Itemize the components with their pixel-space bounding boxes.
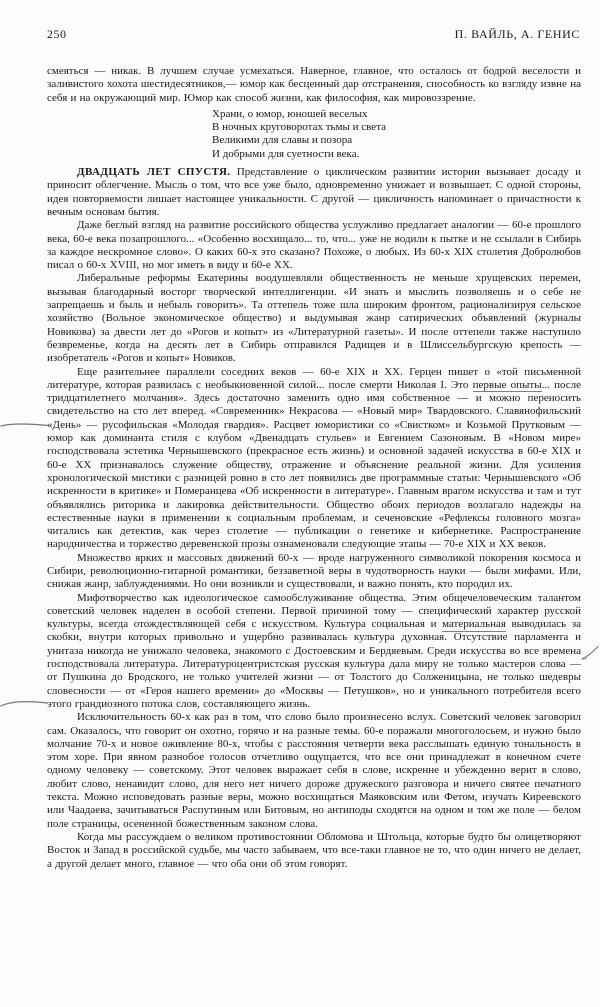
pencil-mark-left-margin-dash <box>0 697 48 710</box>
paragraph: Множество ярких и массовых движений 60-х — вроде нагруженного символикой покорения космоса и Сибири, революционно-гитарной романтики, беззаветной веры в чудотворность науки — были мифами. Или, снижая жанр, заблуждениями. Но они возникли и существовали, и важно понять, кто породил их. <box>47 551 581 591</box>
paragraph: Мифотворчество как идеологическое самообслуживание общества. Этим общечеловеческим талантом советский человек наделен в особой степени. Первой причиной тому — специфический характер русской культуры, всегда отождествляющей себя с искусством. Культура социальная и материальная выводилась за скобки, внутри которых привольно и ущербно развивалась культура духовная. Отсутствие парламента и унитаза никогда не унижало человека, знакомого с Достоевским и Бердяевым. Среди искусства во все времена господствовала литература. Литературоцентристская русская культура дала миру не только мастеров слова — от Пушкина до Бродского, не только учителей жизни — от Толстого до Солженицына, не только шедевры словесности — от «Героя нашего времени» до «Москвы — Петушков», но и уникального потребителя всего этого грандиозного потока слов, составляющего жизнь. <box>47 591 582 710</box>
paragraph: Либеральные реформы Екатерины воодушевляли общественность не меньше хрущевских перемен, вызывая благодарный восторг творческой интеллигенции. «И знать и мыслить позволяешь и о себе не запрещаешь и быль и небыль говорить». Та оттепель тоже шла широким фронтом, рационализируя сельское хозяйство (Вольное экономическое общество) и выдумывая жанр сатирических объявлений (журналы Новикова) за двести лет до «Рогов и копыт» из «Литературной газеты». И после оттепели также наступило безвременье, когда на десять лет в Сибирь отправился Радищев и в Шлиссельбургскую крепость — изобретатель «Рогов и копыт» Новиков. <box>47 272 581 365</box>
pencil-mark-right-margin-tick <box>580 644 600 662</box>
running-header <box>0 0 600 41</box>
paragraph: смеяться — никак. В лучшем случае усмехаться. Наверное, главное, что осталось от бодрой веселости и заливистого хохота шестидесятников,— юмор как бесценный дар отстранения, способность ко взгляду извне на себя и на окружающий мир. Юмор как способ жизни, как философия, как мировоззрение. <box>47 65 581 104</box>
pencil-underlined-phrase: первые опыты <box>472 378 542 391</box>
running-head-authors: П. ВАЙЛЬ, А. ГЕНИС <box>454 27 580 41</box>
verse-block <box>212 108 581 161</box>
verse-line: Великими для славы и позора <box>212 134 353 147</box>
verse-line: В ночных круговоротах тьмы и света <box>212 121 387 134</box>
paragraph: Исключительность 60-х как раз в том, что слово было произнесено вслух. Советский человек заговорил сам. Оказалось, что говорит он охотно, горячо и на разные темы. 60-е поражали многоголосьем, и нужно было молчание 70-х и новое оживление 80-х, чтобы с расстояния четверти века расслышать единую тональность в этом хоре. При явном разнобое голосов отчетливо ощущается, что все они принадлежат в конечном счете одному человеку — советскому. Этот человек выражает себя в слове, искренне и убежденно верит в слово, любит слово, ненавидит слово, для него нет ничего дороже дружеского разговора и ничего святее печатного текста. Можно исповедовать разные веры, можно восхищаться Маяковским или Фетом, изучать Киреевского или Чаадаева, зачитываться Распутиным или Битовым, но антиподы сходятся на одном и том же поле — белом поле страницы, осененной божественным законом слова. <box>47 711 581 830</box>
paragraph: Еще разительнее параллели соседних веков — 60-е XIX и XX. Герцен пишет о «той письменной литературе, которая развилась с необыкновенной силой... после смерти Николая I. Это первые опыты... после тридцатилетнего молчания». Здесь достаточно заменить одно имя собственное — и можно переносить свидетельство на сто лет вперед. «Современник» Некрасова — «Новый мир» Твардовского. Славянофильский «День» — русофильская «Молодая гвардия». Расцвет юмористики со «Свистком» и Козьмой Прутковым — юмор как доминанта стиля с клубом «Двенадцать стульев» и Евгением Сазоновым. В «Новом мире» господствовала эстетика Чернышевского (прекрасное есть жизнь) и основной задачей искусства в 60-е XIX и 60-е XX признавалось служение обществу, отражение и объяснение реальной жизни. Для усиления хронологической мистики с разницей ровно в сто лет появились две программные статьи: Чернышевского «Об искренности в критике» и Померанцева «Об искренности в литературе». Главным врагом искусства и там и тут объявлялись риторика и лакировка действительности. Общество обоих периодов возлагало надежды на естественные науки в применении к социальным проблемам, и сеченовские «Рефлексы головного мозга» читались как детектив, как через столетие — публикации о генетике и кибернетике. Распространение народничества и торжество деревенской прозы ознаменовали следующие этапы — 70-е XIX и XX веков. <box>47 365 582 551</box>
text-block <box>47 65 581 871</box>
verse-line: И добрыми для суетности века. <box>212 147 360 160</box>
paragraph-lead: ДВАДЦАТЬ ЛЕТ СПУСТЯ. <box>77 166 231 179</box>
paragraph: ДВАДЦАТЬ ЛЕТ СПУСТЯ. Представление о циклическом развитии истории вызывает досаду и приносит облегчение. Мысль о том, что все уже было, одновременно унижает и возвышает. С одной стороны, идея повторяемости лишает настоящее уникальности. С другой — цикличность напоминает о причастности к вечным основам бытия. <box>47 166 581 218</box>
page-number: 250 <box>47 27 67 41</box>
pencil-mark-left-margin-underline <box>0 419 50 431</box>
paragraph: Даже беглый взгляд на развитие российского общества услужливо предлагает аналогии — 60-е прошлого века, 60-е века позапрошлого... «Особенно восхищало... то, что... уже не водили к пытке и не ссылали в Сибирь за каждое нескромное слово». О каких 60-х это сказано? Похоже, о любых. Из 60-х XIX столетия Добролюбов писал о 60-х XVIII, но мог иметь в виду и 60-е XX. <box>47 219 581 272</box>
pencil-underlined-phrase: материальная <box>442 618 506 631</box>
verse-line: Храни, о юмор, юношей веселых <box>212 107 368 120</box>
paragraph: Когда мы рассуждаем о великом противостоянии Обломова и Штольца, которые будто бы олицетворяют Восток и Запад в российской судьбе, мы часто забываем, что все-таки главное не то, что один ничего не делает, а другой делает много, главное — что оба они об этом говорят. <box>47 830 581 870</box>
